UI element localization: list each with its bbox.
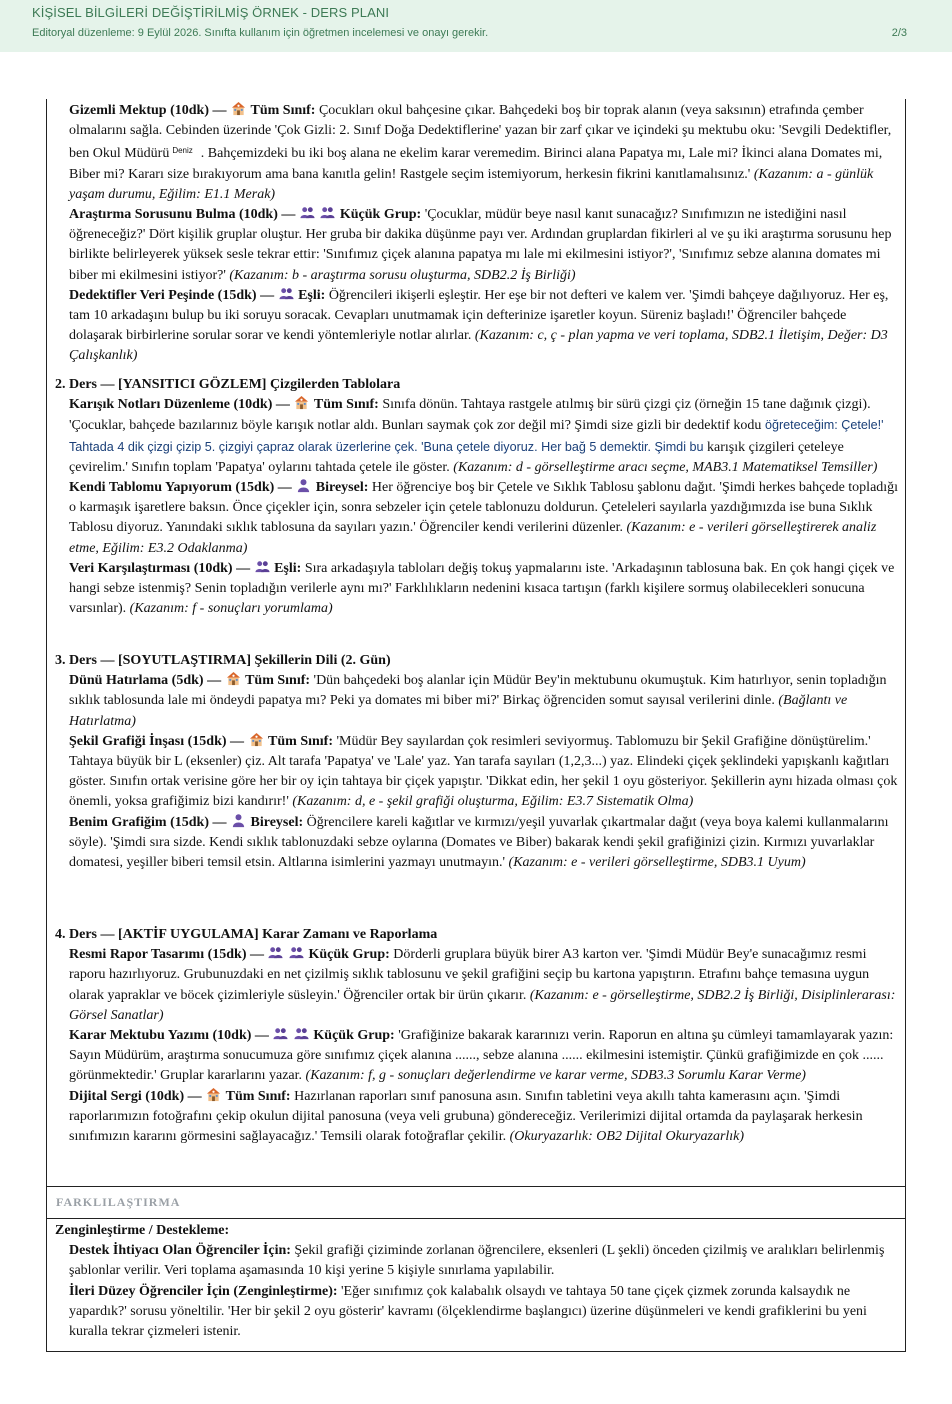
support-text: Şekil grafiği çiziminde zorlanan öğrencilere, eksenleri (L şekli) önceden çizilmiş ve aralıkları belirlenmiş şablonlar verilir. Veri toplama aşamasında 10 kişi yerine 5 kişiyle sınırlama yapılabilir. xyxy=(69,1243,885,1279)
principal-name: Deniz xyxy=(172,146,193,156)
activity-text: Sıra arkadaşıyla tabloları değiş tokuş yapmalarını iste. 'Arkadaşının tablosuna bak. En çok hangi çiçek ve hangi sebze istenmiş? Senin topladığın verilerle aynı mı?' Farklılıkların nedenini kısaca tartışın (farklı kişilere sormuş olabilecekleri sonucuna varsınlar). xyxy=(69,560,895,617)
outcome-note: (Kazanım: e - görselleştirme, SDB2.2 İş Birliği, Disiplinlerarası: Görsel Sanatlar) xyxy=(69,987,896,1023)
activity-karar-mektubu xyxy=(69,1026,901,1087)
activity-text: Hazırlanan raporları sınıf panosuna asın. Sınıfın tabletini veya akıllı tahta kamerasını açın. 'Şimdi raporlarımızın fotoğrafını çekip okulun dijital panosuna (veya veli grubuna) göndereceğiz. Verilerimizi dijital ortamda da paylaşarak herkesin sınıfımızın kararını görmesini sağlayacağız.' Temsili olarak fotoğraflar çekilir. xyxy=(69,1088,863,1145)
activity-title: Dünü Hatırlama (5dk) — xyxy=(69,673,222,689)
lesson2-section xyxy=(47,372,905,619)
group-type: Tüm Sınıf: xyxy=(250,103,316,118)
group-type: Tüm Sınıf: xyxy=(245,673,311,689)
school-building-icon xyxy=(205,1087,222,1102)
page-number: 2/3 xyxy=(891,27,907,39)
activity-title: Gizemli Mektup (10dk) — xyxy=(69,103,227,118)
support-title: Destek İhtiyacı Olan Öğrenciler İçin: xyxy=(69,1243,291,1259)
activity-text-sans: öğreteceğim: Çetele!' Tahtada 4 dik çizgi çizip 5. çizgiyi çapraz olarak üzerlerine çek. 'Buna çetele diyoruz. Her bağ 5 demektir. Şimdi bu xyxy=(69,418,884,454)
activity-dunu-hatirlama xyxy=(69,671,901,732)
lesson-heading: 3. Ders — [SOYUTLAŞTIRMA] Şekillerin Dili (2. Gün) xyxy=(55,653,391,668)
activity-benim-grafigim xyxy=(69,813,901,874)
school-building-icon xyxy=(225,671,242,686)
activity-title: Dijital Sergi (10dk) — xyxy=(69,1088,202,1104)
two-people-icon xyxy=(288,945,305,960)
advanced-title: İleri Düzey Öğrenciler İçin (Zenginleştirme): xyxy=(69,1283,338,1299)
activity-text: Öğrencilere kareli kağıtlar ve kırmızı/yeşil yuvarlak çıkartmalar dağıt (veya boya kalemi kullanmalarını söyle). 'Şimdi sıra sizde. Kendi sıklık tablonuzdaki sebze oylarına (Domates ve Biber) bakarak kendi şekil grafiğinizi çizin. Kırmızı yuvarlaklar domatesi, yeşiller biberi temsil etsin. Altlarına isimlerini yazmayı unutmayın.' xyxy=(69,814,889,871)
outcome-note: (Kazanım: f - sonuçları yorumlama) xyxy=(129,601,333,617)
differentiation-label-row xyxy=(47,1186,905,1219)
activity-veri-pesinde xyxy=(69,286,901,367)
activity-sekil-grafigi xyxy=(69,732,901,813)
activity-arastirma-sorusu xyxy=(69,205,901,286)
single-person-icon xyxy=(295,478,312,493)
lesson1-section xyxy=(47,101,905,367)
outcome-note: (Kazanım: f, g - sonuçları değerlendirme ve karar verme, SDB3.3 Sorumlu Karar Verme) xyxy=(305,1068,806,1084)
lesson-plan-table xyxy=(46,99,906,1352)
differentiation-label: FARKLILAŞTIRMA xyxy=(56,1195,181,1209)
advanced-students xyxy=(69,1282,901,1343)
group-type: Eşli: xyxy=(298,287,326,303)
lesson4-section xyxy=(47,922,905,1147)
two-people-icon xyxy=(293,1026,310,1041)
single-person-icon xyxy=(230,813,247,828)
two-people-icon xyxy=(267,945,284,960)
outcome-note: (Kazanım: a - günlük yaşam durumu, Eğilim: E1.1 Merak) xyxy=(69,166,874,202)
outcome-note: (Kazanım: e - verileri görselleştirme, SDB3.1 Uyum) xyxy=(508,855,806,871)
activity-text: 'Dün bahçedeki boş alanlar için Müdür Bey'in mektubunu okumuştuk. Kim hatırlıyor, senin topladığın sıklık tablosunda lale mi öndeydi papatya mı? Peki ya domates mi biber mi?' Birkaç öğrenciden somut sayısal verilerini dinle. xyxy=(69,673,887,709)
activity-text: Çocukları okul bahçesine çıkar. Bahçedeki boş bir toprak alanın (veya saksının) etrafında çember olmalarını sağla. Cebinden üzerinde 'Çok Gizli: 2. Sınıf Doğa Dedektiflerine' yazan bir zarf çıkar ve içindeki şu mektubu oku: 'Sevgili Dedektifler, ben Okul Müdürü xyxy=(69,103,892,162)
activity-title: Araştırma Sorusunu Bulma (10dk) — xyxy=(69,207,296,223)
school-building-icon xyxy=(230,101,247,116)
header-banner xyxy=(0,0,952,52)
activity-karisik-notlar xyxy=(69,395,901,478)
group-type: Bireysel: xyxy=(315,480,369,496)
activity-title: Benim Grafiğim (15dk) — xyxy=(69,814,227,830)
advanced-text: 'Eğer sınıfımız çok kalabalık olsaydı ve tahtaya 50 tane çiçek çizmek zorunda kalsaydık ne yapardık?' sorusu yöneltilir. 'Her bir şekil 2 oyu gösterir' kavramı (ölçeklendirme başlangıcı) üzerine düşünmeleri ve kendi grafiklerini bu yeni kuralla tekrar çizmeleri istenir. xyxy=(69,1283,867,1340)
differentiation-section xyxy=(47,1218,905,1342)
group-type: Bireysel: xyxy=(250,814,304,830)
activity-text: 'Çocuklar, müdür beye nasıl kanıt sunacağız? Sınıfımızın ne istediğini nasıl öğreneceğiz?' Dört kişilik gruplar oluştur. Her gruba bir dakika düşünme payı ver. Ardından gruplardan fikirleri al ve şu iki araştırma sorusunu hep birlikte belirleyerek yüksek sesle tekrar ettir: 'Sınıfımız çiçek alanına papatya mı lale mi ekilmesini istiyor?', 'Sınıfımız sebze alanına domates mi biber mi ekilmesini istiyor?' xyxy=(69,207,892,283)
outcome-note: (Kazanım: b - araştırma sorusu oluşturma, SDB2.2 İş Birliği) xyxy=(229,267,576,283)
group-type: Tüm Sınıf: xyxy=(225,1088,291,1104)
activity-text: Dörderli gruplara büyük birer A3 karton ver. 'Şimdi Müdür Bey'e sunacağımız resmi raporu hazırlıyoruz. Grubunuzdaki en net çizilmiş sıklık tablosunu ve şekil grafiğini seçip bu kartona yapıştırın. Etrafını bahçe temasına uygun olarak yapraklar ve böcek çizimleriyle süsleyin.' Öğrenciler ortak bir ürün çıkarır. xyxy=(69,947,870,1003)
outcome-note: (Kazanım: d, e - şekil grafiği oluşturma, Eğilim: E3.7 Sistematik Olma) xyxy=(292,794,694,810)
activity-text: Öğrencileri ikişerli eşleştir. Her eşe bir not defteri ve kalem ver. 'Şimdi bahçeye dağılıyoruz. Her eş, tam 10 arkadaşını bulup bu iki soruyu soracak. Cevapları unutmamak için defterinize işaretler koyun. Süreniz başladı!' Öğrenciler bahçede dolaşarak birbirlerine sorular sorar ve kendi yöntemleriyle notlar alırlar. xyxy=(69,287,889,344)
support-students xyxy=(69,1241,901,1281)
activity-veri-karsilastirmasi xyxy=(69,559,901,620)
group-type: Küçük Grup: xyxy=(339,207,422,223)
activity-text: Sınıfa dönün. Tahtaya rastgele atılmış bir sürü çizgi çiz (örneğin 15 tane dağınık çizgi). 'Çocuklar, bahçede bazılarınız böyle karışık notlar aldı. Bunları saymak çok zor değil mi? Şimdi size gizli bir dedektif kodu xyxy=(69,397,871,434)
activity-title: Karar Mektubu Yazımı (10dk) — xyxy=(69,1028,269,1044)
group-type: Tüm Sınıf: xyxy=(268,733,333,749)
activity-title: Resmi Rapor Tasarımı (15dk) — xyxy=(69,947,264,963)
activity-title: Veri Karşılaştırması (10dk) — xyxy=(69,560,251,576)
activity-text-cont: . Bahçemizdeki bu iki boş alana ne ekelim karar veremedim. Birinci alana Papatya mı, Lale mi? İkinci alana Domates mi, Biber mi? Kararı size bırakıyorum ama bana kanıtla gelin! Rastgele seçim istemiyorum, herkesin fikrini kanıtlamalısınız.' xyxy=(69,146,883,182)
activity-text: 'Grafiğinize bakarak kararınızı verin. Raporun en altına şu cümleyi tamamlayarak yazın: Sayın Müdürüm, araştırma sonucumuza göre sınıfımız çiçek alanına ......, sebze alanına ...... ekilmesini istemiştir. Çünkü grafiğimizde en çok ...... görünmektedir.' Gruplar kararlarını yazar. xyxy=(69,1028,894,1084)
outcome-note: (Kazanım: d - görselleştirme aracı seçme, MAB3.1 Matematiksel Temsiller) xyxy=(453,459,878,475)
two-people-icon xyxy=(319,205,336,220)
differentiation-heading: Zenginleştirme / Destekleme: xyxy=(55,1223,230,1238)
school-building-icon xyxy=(293,395,310,410)
activity-dijital-sergi xyxy=(69,1087,901,1148)
editorial-note: Editoryal düzenleme: 9 Eylül 2026. Sınıfta kullanım için öğretmen incelemesi ve onayı gerekir. xyxy=(32,27,489,39)
activity-title: Şekil Grafiği İnşası (15dk) — xyxy=(69,733,245,749)
lesson-heading: 4. Ders — [AKTİF UYGULAMA] Karar Zamanı ve Raporlama xyxy=(55,927,438,942)
lesson3-section xyxy=(47,648,905,873)
two-people-icon xyxy=(278,286,295,301)
outcome-note: (Okuryazarlık: OB2 Dijital Okuryazarlık) xyxy=(509,1129,745,1145)
activity-text: 'Müdür Bey sayılardan çok resimleri seviyormuş. Tablomuzu bir Şekil Grafiğine dönüştürelim.' Tahtaya büyük bir L (eksenler) çiz. Alt tarafa 'Papatya' ve 'Lale' yaz. Yan tarafa sayıları (1,2,3...) yaz. Elindeki çiçek şeklindeki yapışkanlı kağıtları göster. Sınıfın ortak verisine göre her bir oy için tahtaya bir çiçek yapıştır. 'Dikkat edin, her şekil 1 oyu gösteriyor. Şekillerin aynı hizada olması çok önemli, yoksa grafiğimiz bizi kandırır!' xyxy=(69,733,898,810)
outcome-note: (Kazanım: c, ç - plan yapma ve veri toplama, SDB2.1 İletişim, Değer: D3 Çalışkanlık) xyxy=(69,328,888,364)
activity-gizemli-mektup xyxy=(69,101,901,205)
group-type: Tüm Sınıf: xyxy=(313,397,379,413)
outcome-note: (Bağlantı ve Hatırlatma) xyxy=(69,693,848,729)
outcome-note: (Kazanım: e - verileri görselleştirerek analiz etme, Eğilim: E3.2 Odaklanma) xyxy=(69,520,877,556)
activity-title: Dedektifler Veri Peşinde (15dk) — xyxy=(69,287,275,303)
activity-text-cont: karışık çizgileri çeteleye çevirelim.' Sınıfın toplam 'Papatya' oylarını tahtada çetele ile göster. xyxy=(69,439,844,475)
school-building-icon xyxy=(248,732,265,747)
activity-kendi-tablom xyxy=(69,478,901,559)
group-type: Küçük Grup: xyxy=(313,1028,395,1044)
activity-title: Karışık Notları Düzenleme (10dk) — xyxy=(69,397,290,413)
group-type: Küçük Grup: xyxy=(308,947,390,963)
group-type: Eşli: xyxy=(274,560,302,576)
two-people-icon xyxy=(272,1026,289,1041)
activity-rapor-tasarimi xyxy=(69,945,901,1026)
two-people-icon xyxy=(254,559,271,574)
activity-title: Kendi Tablomu Yapıyorum (15dk) — xyxy=(69,480,292,496)
two-people-icon xyxy=(299,205,316,220)
activity-text: Her öğrenciye boş bir Çetele ve Sıklık Tablosu şablonu dağıt. 'Şimdi herkes bahçede topladığı o karmaşık işaretlere baksın. Önce çiçekler için, sonra sebzeler için çetele tablonuzu doldurun. Çeteleleri sayılarla yazdığımızda ise buna Sıklık Tablosu diyoruz. Yanındaki sıklık tablosuna da sayıları yazın.' Öğrenciler kendi verilerini düzenler. xyxy=(69,480,899,536)
document-title: KİŞİSEL BİLGİLERİ DEĞİŞTİRİLMİŞ ÖRNEK - DERS PLANI xyxy=(32,5,390,20)
lesson-heading: 2. Ders — [YANSITICI GÖZLEM] Çizgilerden Tablolara xyxy=(55,377,401,392)
